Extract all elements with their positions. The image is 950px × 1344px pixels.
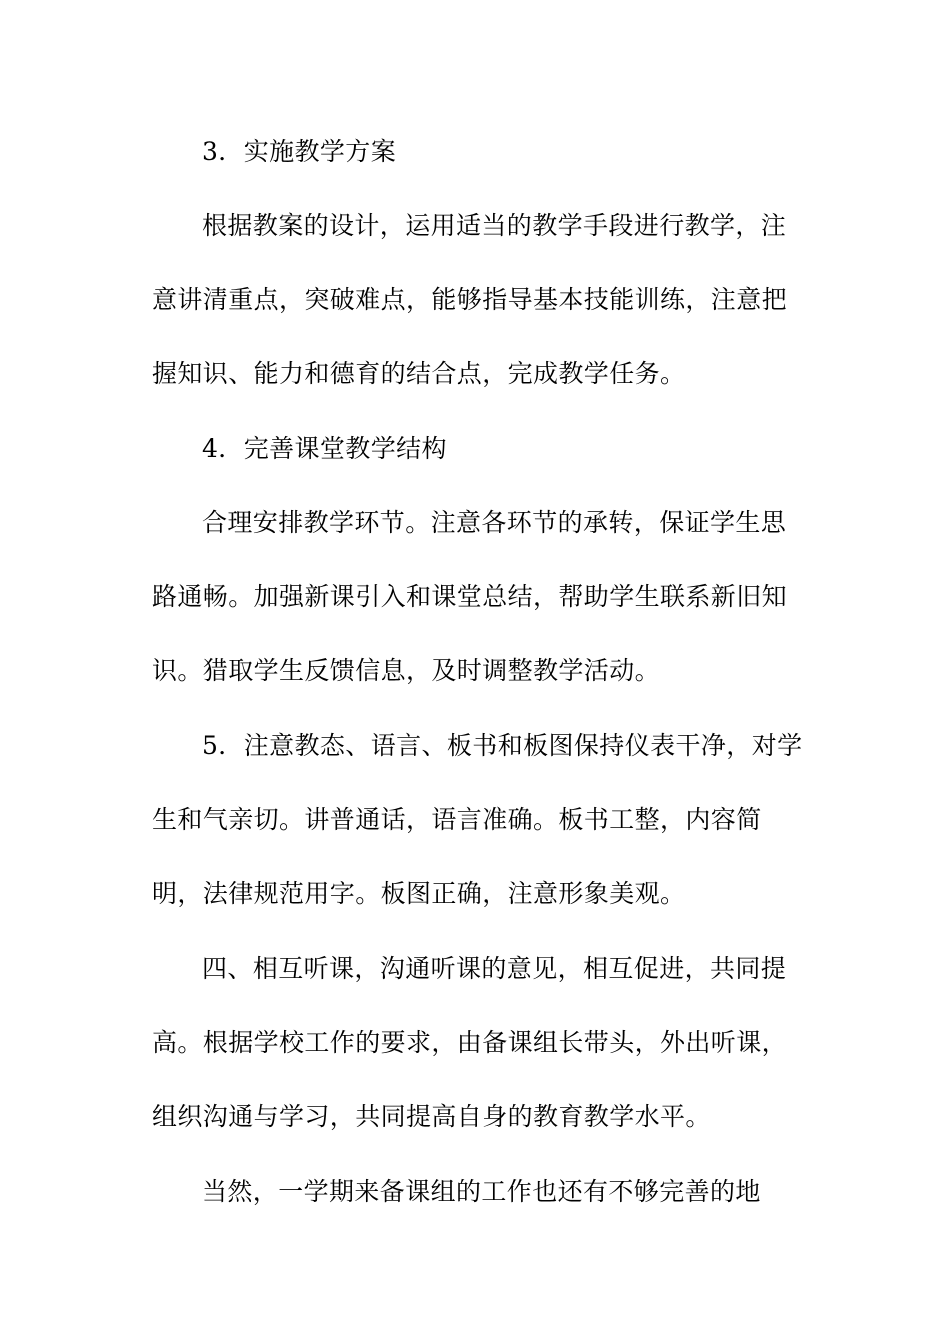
paragraph-line: 握知识、能力和德育的结合点，完成教学任务。 [152, 359, 686, 388]
paragraph-line: 意讲清重点，突破难点，能够指导基本技能训练，注意把 [152, 285, 788, 314]
section-heading-3: 3．实施教学方案 [202, 137, 397, 166]
paragraph-line: 生和气亲切。讲普通话，语言准确。板书工整，内容简 [152, 805, 762, 834]
paragraph-line: 组织沟通与学习，共同提高自身的教育教学水平。 [152, 1102, 711, 1131]
paragraph-line: 当然，一学期来备课组的工作也还有不够完善的地 [202, 1177, 761, 1206]
paragraph-line: 高。根据学校工作的要求，由备课组长带头，外出听课， [152, 1028, 788, 1057]
section-heading-four: 四、相互听课，沟通听课的意见，相互促进，共同提 [202, 954, 787, 983]
section-heading-5: 5．注意教态、语言、板书和板图保持仪表干净，对学 [202, 731, 803, 760]
paragraph-line: 路通畅。加强新课引入和课堂总结，帮助学生联系新旧知 [152, 582, 788, 611]
paragraph-line: 合理安排教学环节。注意各环节的承转，保证学生思 [202, 508, 787, 537]
section-heading-4: 4．完善课堂教学结构 [202, 434, 447, 463]
paragraph-line: 根据教案的设计，运用适当的教学手段进行教学，注 [202, 211, 787, 240]
paragraph-line: 明，法律规范用字。板图正确，注意形象美观。 [152, 879, 686, 908]
paragraph-line: 识。猎取学生反馈信息，及时调整教学活动。 [152, 656, 661, 685]
